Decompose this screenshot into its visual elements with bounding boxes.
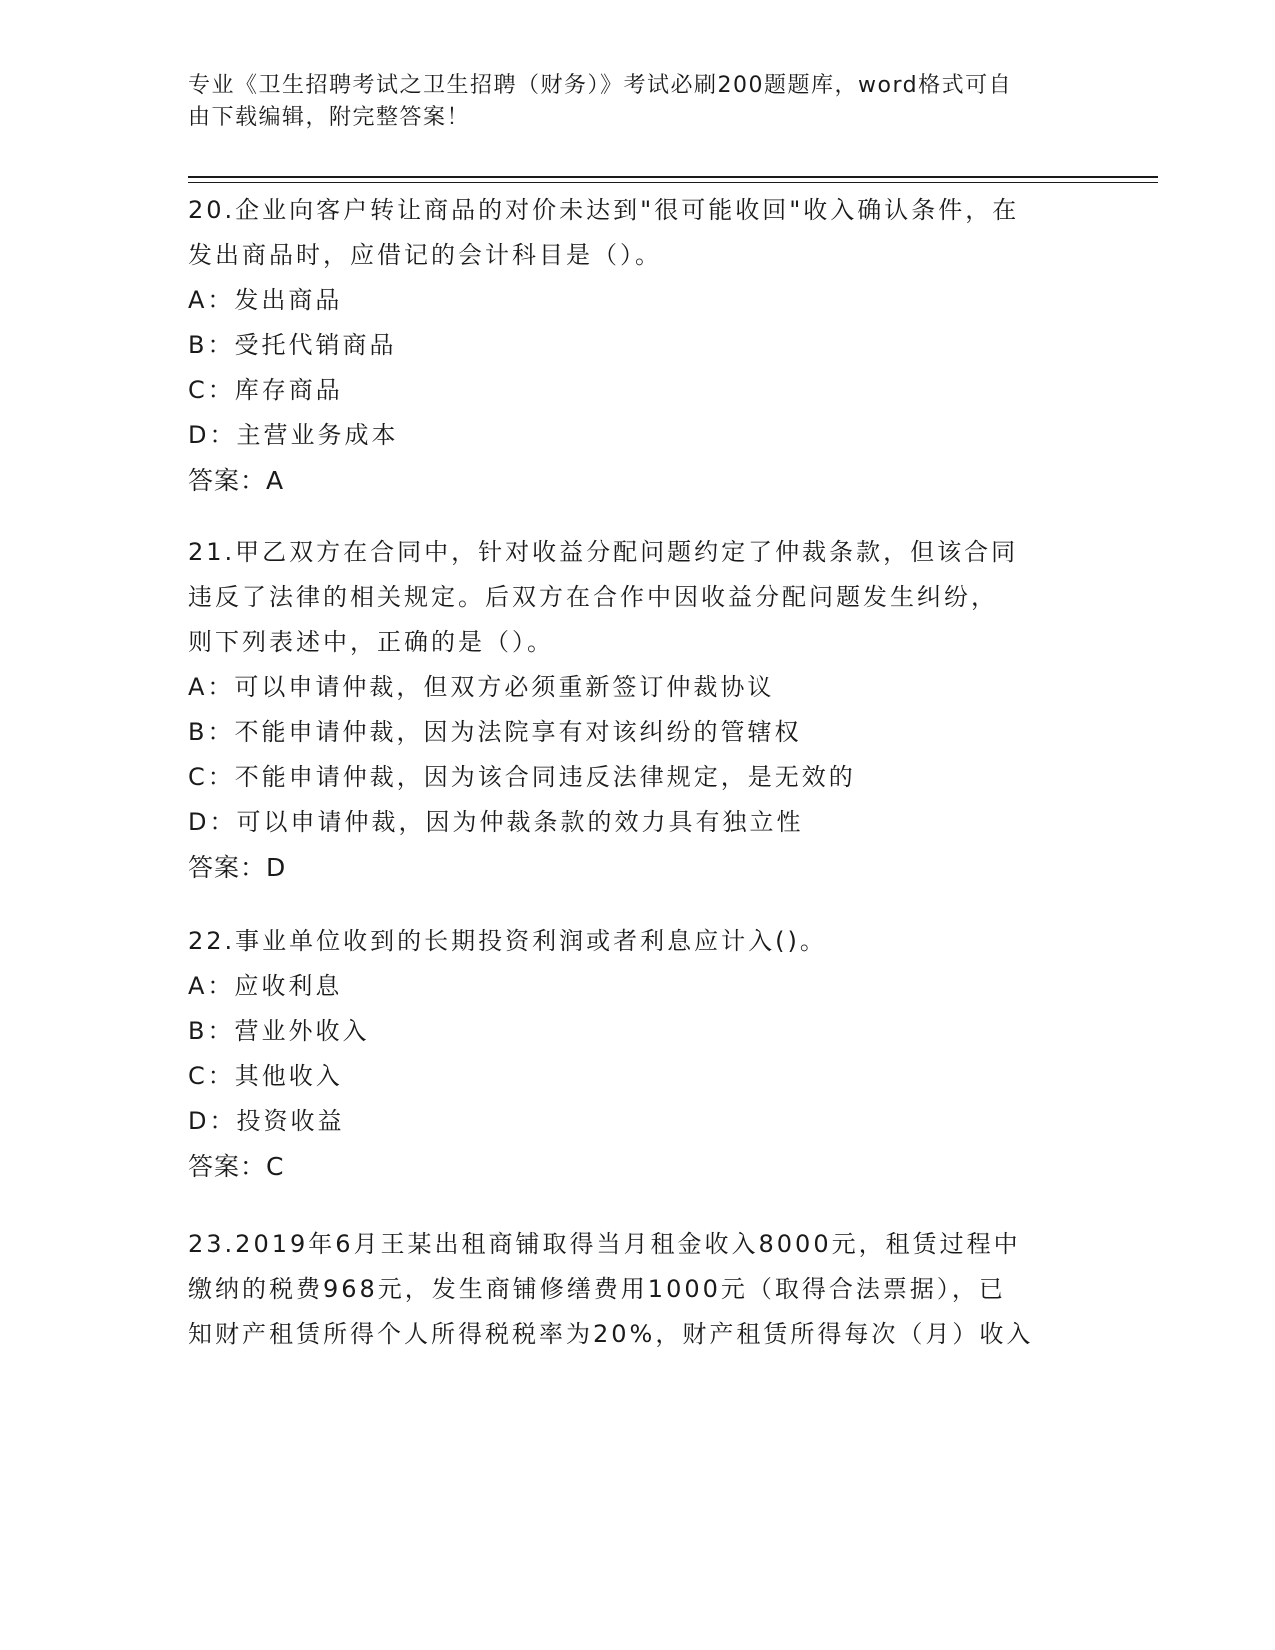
question-stem-line: 20.企业向客户转让商品的对价未达到"很可能收回"收入确认条件，在 [188, 196, 1020, 224]
question-stem-line: 知财产租赁所得个人所得税税率为20%，财产租赁所得每次（月）收入 [188, 1320, 1034, 1348]
answer: 答案：D [188, 853, 287, 882]
option-b: B：不能申请仲裁，因为法院享有对该纠纷的管辖权 [188, 718, 802, 746]
question-stem-line: 22.事业单位收到的长期投资利润或者利息应计入()。 [188, 927, 827, 955]
header-line-2: 由下载编辑，附完整答案！ [188, 105, 471, 130]
option-c: C：不能申请仲裁，因为该合同违反法律规定，是无效的 [188, 763, 856, 791]
option-c: C：其他收入 [188, 1062, 343, 1090]
question-stem-line: 21.甲乙双方在合同中，针对收益分配问题约定了仲裁条款，但该合同 [188, 538, 1019, 566]
header-divider-thin [188, 182, 1158, 183]
header-divider-thick [188, 176, 1158, 178]
option-a: A：发出商品 [188, 286, 343, 314]
question-22 [188, 919, 1088, 1189]
question-stem-line: 缴纳的税费968元，发生商铺修缮费用1000元（取得合法票据），已 [188, 1275, 1006, 1303]
question-21 [188, 530, 1088, 890]
option-d: D：投资收益 [188, 1107, 345, 1135]
header-line-1: 专业《卫生招聘考试之卫生招聘（财务）》考试必刷200题题库，word格式可自 [188, 73, 1013, 98]
question-23 [188, 1222, 1088, 1357]
question-stem-line: 发出商品时，应借记的会计科目是（）。 [188, 241, 662, 269]
question-20 [188, 188, 1088, 503]
option-b: B：营业外收入 [188, 1017, 370, 1045]
option-d: D：主营业务成本 [188, 421, 399, 449]
option-d: D：可以申请仲裁，因为仲裁条款的效力具有独立性 [188, 808, 804, 836]
document-header [188, 70, 1088, 134]
question-stem-line: 违反了法律的相关规定。后双方在合作中因收益分配问题发生纠纷， [188, 583, 998, 611]
option-a: A：可以申请仲裁，但双方必须重新签订仲裁协议 [188, 673, 775, 701]
option-b: B：受托代销商品 [188, 331, 397, 359]
answer: 答案：A [188, 466, 285, 495]
question-stem-line: 23.2019年6月王某出租商铺取得当月租金收入8000元，租赁过程中 [188, 1230, 1021, 1258]
option-a: A：应收利息 [188, 972, 343, 1000]
question-stem-line: 则下列表述中，正确的是（）。 [188, 628, 554, 656]
option-c: C：库存商品 [188, 376, 343, 404]
answer: 答案：C [188, 1152, 285, 1181]
